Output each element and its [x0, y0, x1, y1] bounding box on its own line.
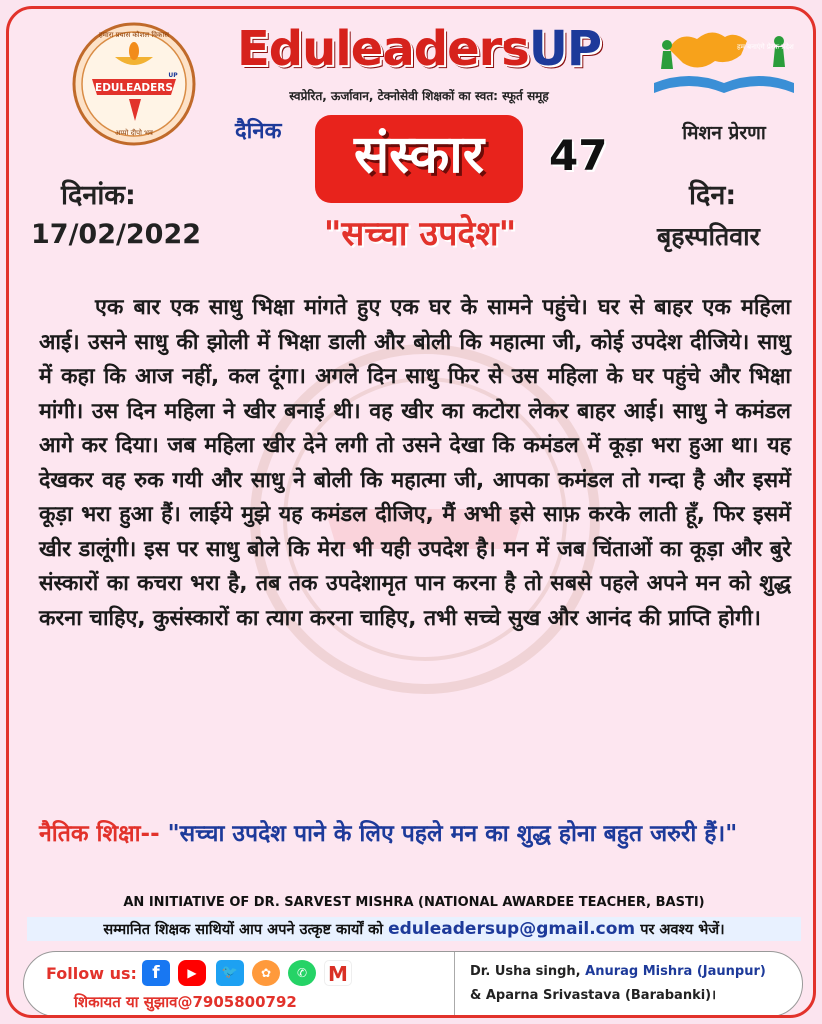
submit-banner: सम्मानित शिक्षक साथियों आप अपने उत्कृष्ट कार्यों को eduleadersup@gmail.com पर अवश्य भेजें। [27, 917, 801, 941]
date-value: 17/02/2022 [31, 219, 202, 250]
date-label: दिनांक: [61, 180, 136, 211]
moral-text: "सच्चा उपदेश पाने के लिए पहले मन का शुद्ध होना बहुत जरुरी हैं।" [159, 821, 738, 847]
twitter-icon[interactable]: 🐦 [216, 960, 244, 986]
credits: Dr. Usha singh, Anurag Mishra (Jaunpur) & Aparna Srivastava (Barabanki)। [470, 964, 766, 1003]
book-map-icon [639, 21, 809, 113]
eduleaders-logo [65, 21, 203, 147]
email-link[interactable]: eduleadersup@gmail.com [388, 919, 636, 939]
story-title: "सच्चा उपदेश" [323, 214, 517, 254]
day-value: बृहस्पतिवार [657, 222, 760, 251]
logo-caption: मिशन प्रेरणा [682, 122, 766, 144]
logo-bottom-text: अप्पो दीपो भव [115, 129, 153, 137]
sanskar-banner [315, 115, 523, 203]
multicolor-app-icon[interactable]: ✿ [252, 960, 280, 986]
logo-top-text: हमारा प्रयास कौशल विकास [99, 31, 169, 39]
day-label: दिन: [689, 180, 737, 211]
footer-bar [23, 951, 803, 1017]
brand-title: EduleadersUP [236, 21, 602, 77]
logo-center-text: EDULEADERS [95, 82, 173, 94]
sanskar-text: संस्कार [353, 125, 485, 185]
mission-prerna-logo [639, 21, 809, 147]
svg-text:UP: UP [168, 72, 178, 79]
badge-text: हम बनाएंगे प्रेरक प्रदेश [737, 43, 794, 51]
moral-label: नैतिक शिक्षा-- [39, 821, 160, 847]
story-body: एक बार एक साधु भिक्षा मांगते हुए एक घर के सामने पहुंचे। घर से बाहर एक महिला आई। उसने साधु की झोली में भिक्षा डाली और बोली कि महात्मा जी, कोई उपदेश दीजिये। साधु में कहा कि आज नहीं, कल दूंगा। अगले दिन साधु फिर से उस महिला के घर पहुंचे और भिक्षा मांगी। उस दिन महिला ने खीर बनाई थी। वह खीर का कटोरा लेकर बाहर आई। साधु ने कमंडल आगे कर दिया। जब महिला खीर देने लगी तो उसने देखा कि कमंडल में कूड़ा भरा हुआ था। यह देखकर वह रुक गयी और साधु ने बोली कि महात्मा जी, आपका कमंडल तो गन्दा है और इसमें कूड़ा भरा हुआ हैं। लाईये मुझे यह कमंडल दीजिए, मैं अभी इसे साफ़ करके लाती हूँ, फिर इसमें खीर डालूंगी। इस पर साधु बोले कि मेरा भी यही उपदेश है। मन में जब चिंताओं का कूड़ा और बुरे संस्कारों का कचरा भरा है, तब तक उपदेशामृत पान करना है तो सबसे पहले अपने मन को शुद्ध करना चाहिए, कुसंस्कारों का त्याग करना चाहिए, तभी सच्चे सुख और आनंद की प्राप्ति होगी। [39, 295, 791, 631]
follow-label: Follow us: [46, 964, 137, 983]
gmail-icon[interactable]: M [324, 960, 352, 986]
initiative-credit: AN INITIATIVE OF DR. SARVEST MISHRA (NATIONAL AWARDEE TEACHER, BASTI) [123, 895, 705, 910]
whatsapp-icon[interactable]: ✆ [288, 960, 316, 986]
dainik-label: दैनिक [235, 119, 282, 144]
facebook-icon[interactable]: f [142, 960, 170, 986]
footer-divider [454, 952, 455, 1016]
moral-lesson [39, 817, 791, 851]
youtube-icon[interactable]: ▶ [178, 960, 206, 986]
complaint-contact: शिकायत या सुझाव@7905800792 [74, 993, 297, 1011]
page-card [6, 6, 816, 1018]
tagline: स्वप्रेरित, ऊर्जावान, टेक्नोसेवी शिक्षकों का स्वत: स्फूर्त समूह [289, 89, 549, 103]
issue-number: 47 [549, 131, 608, 180]
